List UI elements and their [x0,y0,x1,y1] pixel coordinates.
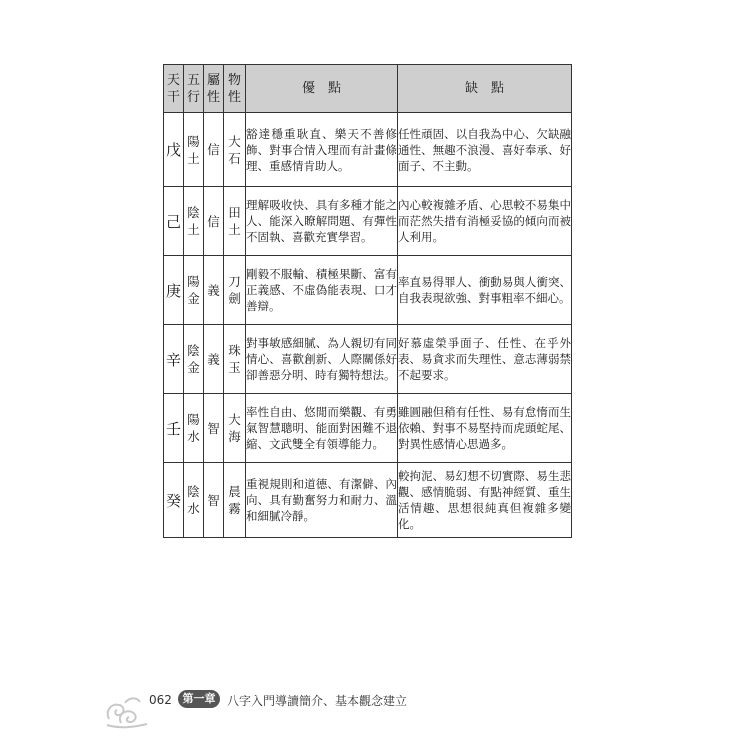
table-row [164,113,572,187]
element-cell [184,394,204,463]
element-cell [184,187,204,256]
header-object-nature [224,65,246,113]
object-text: 大 [228,412,241,427]
header-text: 性 [227,89,241,105]
virtue-cell: 義 [204,325,224,394]
pros-cell: 對事敏感細膩、為人親切有同情心、喜歡創新、人際關係好卻善惡分明、時有獨特想法。 [246,325,398,394]
object-text: 土 [228,222,241,237]
header-text: 物 [227,72,241,88]
header-text: 屬 [206,72,220,88]
cons-cell: 雖圓融但稍有任性、易有怠惰而生依賴、對事不易堅持而虎頭蛇尾、對異性感情心思過多。 [398,394,572,463]
table-row [164,187,572,256]
element-text: 陽 [187,412,200,427]
element-text: 陰 [187,343,200,358]
element-text: 陽 [187,133,200,149]
stem-cell: 己 [164,187,184,256]
object-text: 晨 [228,484,241,499]
pros-cell: 率性自由、悠閒而樂觀、有勇氣智慧聰明、能面對困難不退縮、文武雙全有領導能力。 [246,394,398,463]
header-text: 干 [166,89,180,105]
element-text: 土 [187,222,200,237]
header-attribute [204,65,224,113]
header-text: 五 [186,72,200,88]
element-text: 金 [187,360,200,375]
virtue-cell: 智 [204,394,224,463]
header-text: 天 [166,72,180,88]
object-cell [224,325,246,394]
element-cell [184,463,204,538]
element-text: 金 [187,291,200,306]
object-text: 石 [228,150,241,166]
object-text: 珠 [228,343,241,358]
header-pros: 優 點 [246,65,398,113]
element-cell [184,113,204,187]
object-cell [224,113,246,187]
virtue-cell: 信 [204,187,224,256]
stem-cell: 壬 [164,394,184,463]
object-text: 海 [228,429,241,444]
stem-cell: 辛 [164,325,184,394]
object-cell [224,463,246,538]
element-cell [184,325,204,394]
element-text: 陰 [187,484,200,499]
table-row [164,256,572,325]
virtue-cell: 信 [204,113,224,187]
object-text: 刀 [228,274,241,289]
table-row [164,463,572,538]
object-text: 玉 [228,360,241,375]
object-cell [224,394,246,463]
pros-cell: 重視規則和道德、有潔僻、內向、具有勤奮努力和耐力、溫和細膩冷靜。 [246,463,398,538]
element-text: 水 [187,501,200,516]
element-text: 土 [187,150,200,166]
chapter-title: 八字入門導讀簡介、基本觀念建立 [227,694,408,708]
element-text: 陰 [187,205,200,220]
header-five-elements [184,65,204,113]
element-text: 陽 [187,274,200,289]
element-text: 水 [187,429,200,444]
cons-cell: 較拘泥、易幻想不切實際、易生悲觀、感情脆弱、有點神經質、重生活情趣、思想很純真但複雜多變化。 [398,463,572,538]
element-cell [184,256,204,325]
table-row [164,325,572,394]
header-text: 行 [186,89,200,105]
cons-cell: 率直易得罪人、衝動易與人衝突、自我表現欲強、對事粗率不細心。 [398,256,572,325]
object-cell [224,256,246,325]
bazi-stems-table [163,64,572,538]
stem-cell: 癸 [164,463,184,538]
cons-cell: 內心較複雜矛盾、心思較不易集中而茫然失措有消極妥協的傾向而被人利用。 [398,187,572,256]
object-text: 大 [228,133,241,149]
object-cell [224,187,246,256]
stem-cell: 庚 [164,256,184,325]
pros-cell: 理解吸收快、具有多種才能之人、能深入瞭解問題、有彈性不固執、喜歡充實學習。 [246,187,398,256]
header-cons: 缺 點 [398,65,572,113]
object-text: 田 [228,205,241,220]
table-row [164,394,572,463]
page-number: 062 [149,693,172,707]
page-footer [103,685,423,729]
cons-cell: 好慕虛榮爭面子、任性、在乎外表、易貪求而失理性、意志薄弱禁不起要求。 [398,325,572,394]
cloud-swirl-icon [103,685,161,729]
pros-cell: 剛毅不服輸、積極果斷、富有正義感、不虛偽能表現、口才善辯。 [246,256,398,325]
header-text: 性 [206,89,220,105]
pros-cell: 豁達穩重耿直、樂天不善修飾、對事合情入理而有計畫條理、重感情肯助人。 [246,113,398,187]
header-heavenly-stem [164,65,184,113]
object-text: 霧 [228,501,241,516]
cons-cell: 任性頑固、以自我為中心、欠缺融通性、無趣不浪漫、喜好奉承、好面子、不主動。 [398,113,572,187]
virtue-cell: 義 [204,256,224,325]
chapter-badge: 第一章 [178,690,220,708]
virtue-cell: 智 [204,463,224,538]
stem-cell: 戊 [164,113,184,187]
object-text: 劍 [228,291,241,306]
